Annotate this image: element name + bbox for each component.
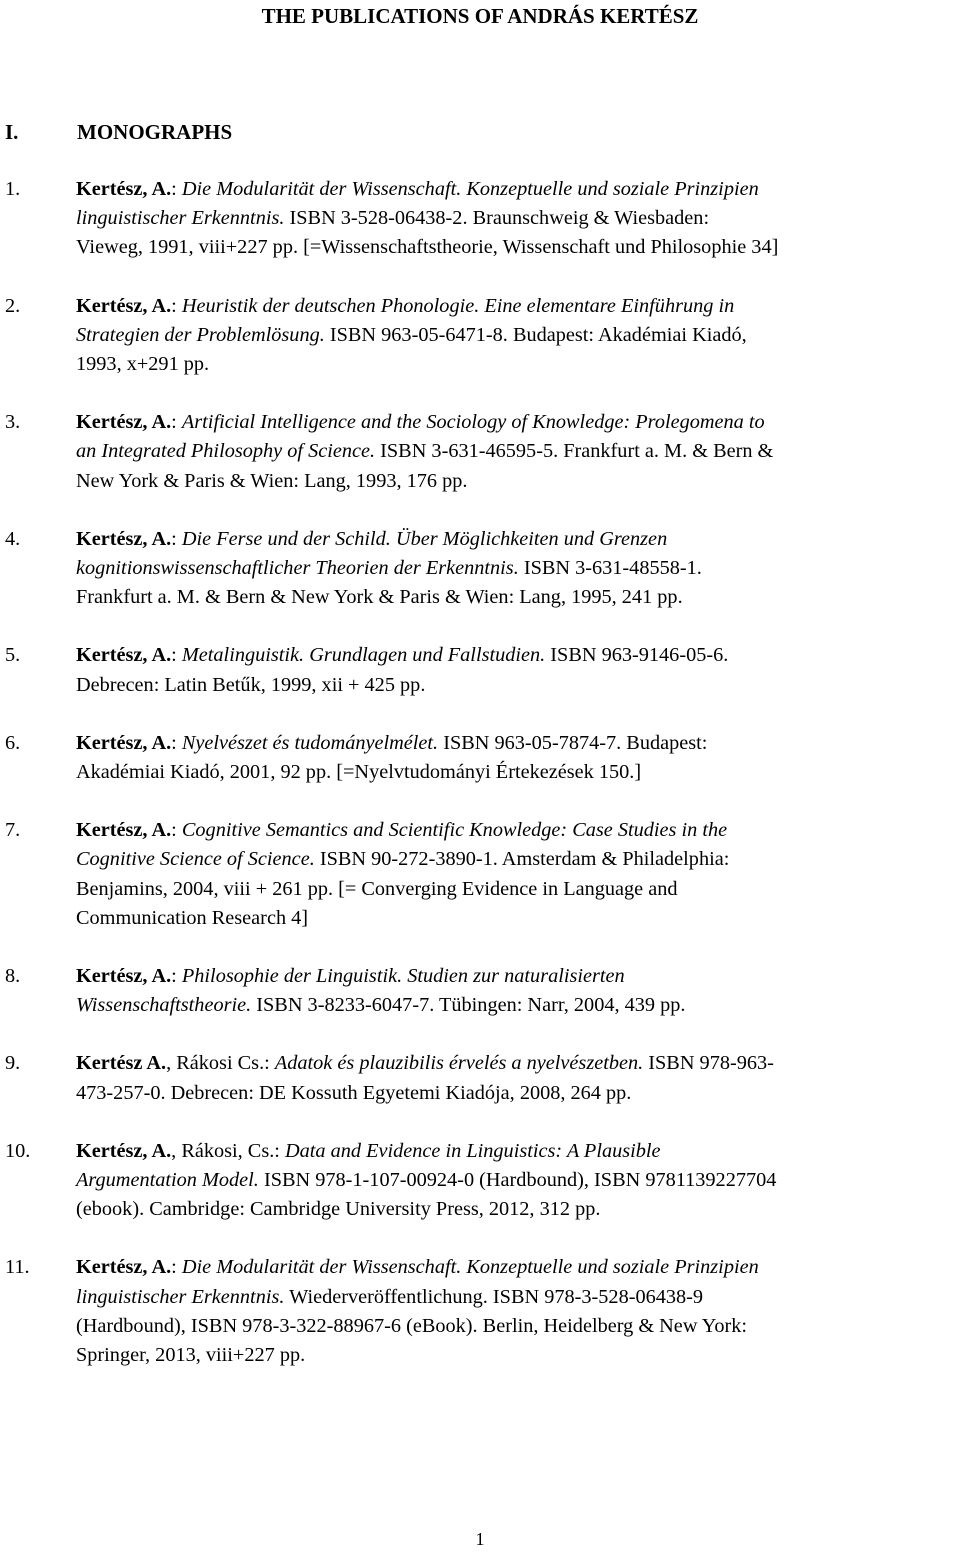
author-name: Kertész, A. <box>76 819 172 842</box>
entry-number: 3. <box>5 411 21 434</box>
author-name: Kertész A. <box>76 1052 167 1075</box>
entry-line <box>76 729 960 758</box>
entry-line <box>76 641 960 670</box>
citation-text: ISBN 3-631-48558-1. <box>518 557 702 580</box>
entry-line <box>76 758 960 787</box>
book-title: Strategien der Problemlösung. <box>76 323 325 346</box>
list-item <box>0 408 960 496</box>
entry-line <box>76 525 960 554</box>
entry-number: 5. <box>5 644 21 667</box>
book-title: Die Modularität der Wissenschaft. Konzeptuelle und soziale Prinzipien <box>181 1256 759 1279</box>
author-name: Kertész, A. <box>76 644 172 667</box>
book-title: Argumentation Model. <box>76 1169 259 1192</box>
book-title: Nyelvészet és tudományelmélet. <box>181 731 439 754</box>
book-title: linguistischer Erkenntnis. <box>76 1285 285 1308</box>
citation-text: : <box>171 411 182 434</box>
author-name: Kertész, A. <box>76 178 172 200</box>
entry-number: 4. <box>5 527 21 550</box>
citation-text: ISBN 3-8233-6047-7. Tübingen: Narr, 2004, 439 pp. <box>251 994 686 1017</box>
book-title: Philosophie der Linguistik. Studien zur naturalisierten <box>181 965 625 988</box>
author-name: Kertész, A. <box>76 1139 172 1162</box>
entry-number: 6. <box>5 731 21 754</box>
page-title: THE PUBLICATIONS OF ANDRÁS KERTÉSZ <box>261 4 699 28</box>
author-name: Kertész, A. <box>76 1256 172 1279</box>
author-name: Kertész, A. <box>76 965 172 988</box>
citation-text: Benjamins, 2004, viii + 261 pp. [= Converging Evidence in Language and <box>76 877 678 900</box>
entry-line <box>76 1049 960 1078</box>
author-name: Kertész, A. <box>76 527 172 550</box>
entry-line <box>76 321 960 350</box>
entry-line <box>76 408 960 437</box>
list-item <box>0 641 960 699</box>
entry-line <box>76 1166 960 1195</box>
citation-text: (ebook). Cambridge: Cambridge University Press, 2012, 312 pp. <box>76 1198 601 1221</box>
citation-text: : <box>171 965 182 988</box>
citation-text: Communication Research 4] <box>76 906 309 929</box>
monograph-list <box>0 175 960 1370</box>
section-label: MONOGRAPHS <box>77 120 233 144</box>
section-number: I. <box>5 120 19 144</box>
book-title: linguistischer Erkenntnis. <box>76 207 285 230</box>
entry-line <box>76 991 960 1020</box>
list-item <box>0 1253 960 1370</box>
citation-text: : <box>171 644 182 667</box>
entry-line <box>76 671 960 700</box>
entry-line <box>76 554 960 583</box>
entry-line <box>76 1079 960 1108</box>
section-heading <box>5 118 232 146</box>
citation-text: : <box>171 178 182 200</box>
book-title: Wissenschaftstheorie. <box>76 994 252 1017</box>
list-item <box>0 816 960 933</box>
citation-text: Debrecen: Latin Betűk, 1999, xii + 425 pp. <box>76 673 426 696</box>
citation-text: 1993, x+291 pp. <box>76 353 210 376</box>
citation-text: Akadémiai Kiadó, 2001, 92 pp. [=Nyelvtudományi Értekezések 150.] <box>76 761 642 784</box>
author-name: Kertész, A. <box>76 731 172 754</box>
entry-line <box>76 1253 960 1282</box>
citation-text: ISBN 978-1-107-00924-0 (Hardbound), ISBN 9781139227704 <box>258 1169 777 1192</box>
citation-text: ISBN 963-05-7874-7. Budapest: <box>438 731 708 754</box>
citation-text: (Hardbound), ISBN 978-3-322-88967-6 (eBook). Berlin, Heidelberg & New York: <box>76 1314 748 1337</box>
entry-line <box>76 583 960 612</box>
book-title: Cognitive Science of Science. <box>76 848 315 871</box>
entry-line <box>76 1283 960 1312</box>
author-name: Kertész, A. <box>76 294 172 317</box>
entry-number: 8. <box>5 965 21 988</box>
book-title: Adatok és plauzibilis érvelés a nyelvészetben. <box>274 1052 644 1075</box>
entry-line <box>76 175 960 204</box>
list-item <box>0 962 960 1020</box>
entry-number: 7. <box>5 819 21 842</box>
citation-text: : <box>171 819 182 842</box>
citation-text: Wiederveröffentlichung. ISBN 978-3-528-06438-9 <box>284 1285 704 1308</box>
list-item <box>0 525 960 613</box>
citation-text: : <box>171 731 182 754</box>
citation-text: , Rákosi Cs.: <box>166 1052 275 1075</box>
page-number: 1 <box>475 1529 485 1549</box>
entry-line <box>76 875 960 904</box>
author-name: Kertész, A. <box>76 411 172 434</box>
book-title: Data and Evidence in Linguistics: A Plausible <box>285 1139 661 1162</box>
citation-text: ISBN 963-9146-05-6. <box>545 644 729 667</box>
list-item <box>0 729 960 787</box>
entry-line <box>76 1137 960 1166</box>
entry-line <box>76 1195 960 1224</box>
list-item <box>0 1049 960 1107</box>
entry-line <box>76 1312 960 1341</box>
citation-text: ISBN 90-272-3890-1. Amsterdam & Philadelphia: <box>314 848 730 871</box>
entry-line <box>76 845 960 874</box>
citation-text: Frankfurt a. M. & Bern & New York & Paris & Wien: Lang, 1995, 241 pp. <box>76 586 683 609</box>
entry-line <box>76 350 960 379</box>
book-title: Die Modularität der Wissenschaft. Konzeptuelle und soziale Prinzipien <box>181 178 759 200</box>
book-title: Artificial Intelligence and the Sociology of Knowledge: Prolegomena to <box>181 411 765 434</box>
citation-text: : <box>171 294 182 317</box>
book-title: Heuristik der deutschen Phonologie. Eine elementare Einführung in <box>181 294 735 317</box>
list-item <box>0 175 960 263</box>
book-title: an Integrated Philosophy of Science. <box>76 440 376 463</box>
entry-number: 9. <box>5 1052 21 1075</box>
citation-text: : <box>171 527 182 550</box>
list-item <box>0 292 960 380</box>
citation-text: ISBN 3-528-06438-2. Braunschweig & Wiesbaden: <box>284 207 710 230</box>
entry-line <box>76 962 960 991</box>
citation-text: 473-257-0. Debrecen: DE Kossuth Egyetemi Kiadója, 2008, 264 pp. <box>76 1081 632 1104</box>
entry-line <box>76 233 960 262</box>
entry-line <box>76 204 960 233</box>
citation-text: : <box>171 1256 182 1279</box>
entry-number: 2. <box>5 294 21 317</box>
entry-number: 1. <box>5 178 21 200</box>
book-title: kognitionswissenschaftlicher Theorien der Erkenntnis. <box>76 557 519 580</box>
entry-line <box>76 816 960 845</box>
entry-line <box>76 437 960 466</box>
entry-line <box>76 292 960 321</box>
entry-number: 11. <box>5 1256 30 1279</box>
list-item <box>0 1137 960 1225</box>
citation-text: ISBN 978-963- <box>643 1052 774 1075</box>
citation-text: ISBN 963-05-6471-8. Budapest: Akadémiai Kiadó, <box>324 323 747 346</box>
entry-line <box>76 467 960 496</box>
book-title: Cognitive Semantics and Scientific Knowledge: Case Studies in the <box>181 819 728 842</box>
entry-number: 10. <box>5 1139 31 1162</box>
book-title: Die Ferse und der Schild. Über Möglichkeiten und Grenzen <box>181 527 668 550</box>
citation-text: , Rákosi, Cs.: <box>171 1139 285 1162</box>
book-title: Metalinguistik. Grundlagen und Fallstudien. <box>181 644 546 667</box>
citation-text: ISBN 3-631-46595-5. Frankfurt a. M. & Bern & <box>375 440 774 463</box>
citation-text: Springer, 2013, viii+227 pp. <box>76 1344 306 1367</box>
entry-line <box>76 904 960 933</box>
citation-text: Vieweg, 1991, viii+227 pp. [=Wissenschaftstheorie, Wissenschaft und Philosophie 34] <box>76 236 779 259</box>
entry-line <box>76 1341 960 1370</box>
citation-text: New York & Paris & Wien: Lang, 1993, 176 pp. <box>76 469 468 492</box>
